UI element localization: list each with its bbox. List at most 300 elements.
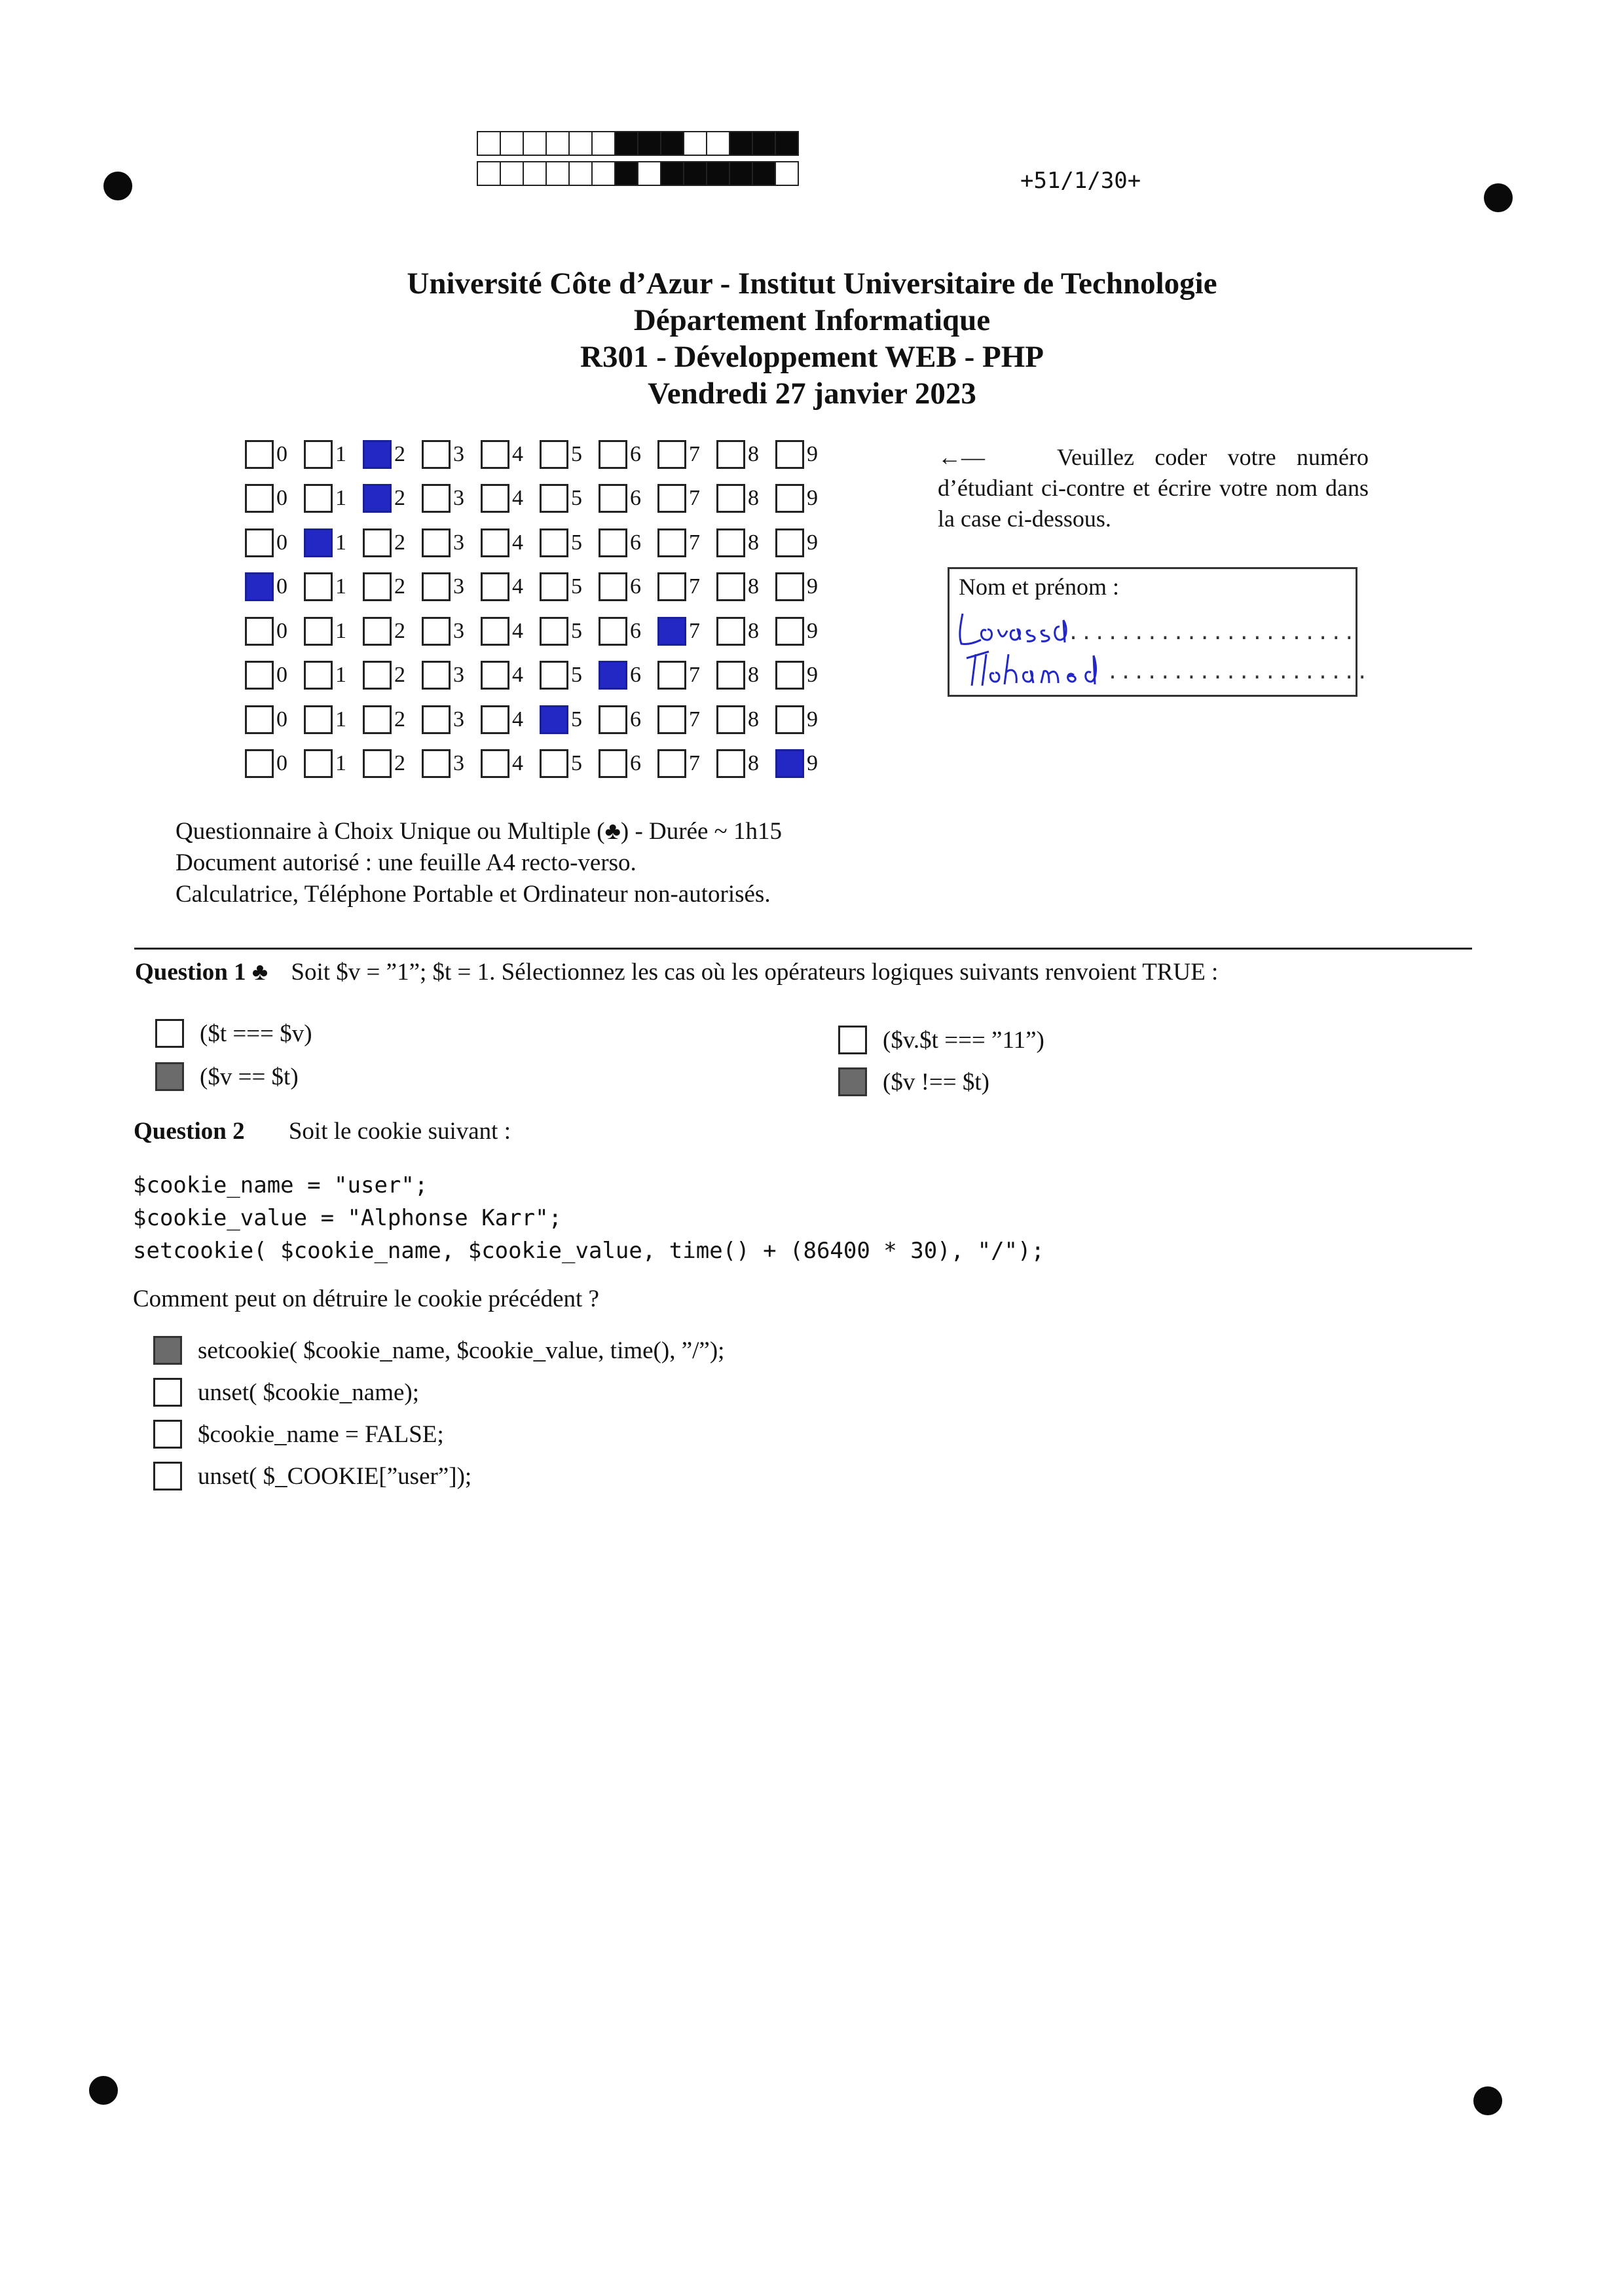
- barcode-cell: [523, 131, 547, 156]
- grid-cell[interactable]: [716, 705, 775, 734]
- digit-checkbox[interactable]: [304, 617, 333, 646]
- q2-option-2-checkbox[interactable]: [153, 1378, 182, 1407]
- digit-label: 5: [571, 618, 582, 643]
- digit-checkbox[interactable]: [716, 440, 745, 469]
- barcode-cell: [775, 161, 799, 186]
- grid-cell[interactable]: [481, 528, 540, 557]
- barcode-cell: [614, 161, 638, 186]
- grid-cell[interactable]: [245, 572, 304, 601]
- grid-cell[interactable]: [245, 617, 304, 646]
- q1-option-4-checkbox[interactable]: [838, 1067, 867, 1096]
- grid-cell[interactable]: [775, 572, 834, 601]
- digit-label: 4: [512, 486, 523, 511]
- section-divider: [134, 948, 1472, 950]
- digit-label: 5: [571, 441, 582, 466]
- digit-checkbox[interactable]: [540, 440, 568, 469]
- grid-cell[interactable]: [775, 440, 834, 469]
- barcode-cell: [683, 161, 707, 186]
- grid-cell[interactable]: [304, 484, 363, 513]
- digit-checkbox[interactable]: [481, 617, 509, 646]
- digit-checkbox[interactable]: [599, 440, 627, 469]
- digit-label: 5: [571, 486, 582, 511]
- digit-checkbox[interactable]: [363, 749, 392, 778]
- digit-checkbox[interactable]: [775, 440, 804, 469]
- digit-label: 8: [748, 530, 759, 555]
- barcode-cell: [523, 161, 547, 186]
- q2-option-2[interactable]: [153, 1378, 419, 1407]
- digit-label: 6: [630, 663, 641, 688]
- grid-cell[interactable]: [422, 661, 481, 690]
- digit-checkbox[interactable]: [540, 484, 568, 513]
- q1-option-1[interactable]: [155, 1019, 312, 1048]
- grid-cell[interactable]: [540, 705, 599, 734]
- digit-checkbox[interactable]: [599, 528, 627, 557]
- grid-cell[interactable]: [599, 705, 657, 734]
- registration-mark-bottom-left: [89, 2076, 118, 2105]
- digit-checkbox[interactable]: [775, 572, 804, 601]
- registration-mark-top-right: [1484, 183, 1513, 212]
- digit-label: 5: [571, 751, 582, 776]
- grid-cell[interactable]: [481, 440, 540, 469]
- digit-label: 5: [571, 530, 582, 555]
- instructions-text: Veuillez coder votre numéro d’étudiant ci-contre et écrire votre nom dans la case ci-dessous.: [938, 444, 1369, 532]
- digit-checkbox[interactable]: [363, 440, 392, 469]
- grid-cell[interactable]: [716, 572, 775, 601]
- grid-cell[interactable]: [304, 572, 363, 601]
- header-department: Département Informatique: [633, 303, 991, 337]
- digit-label: 1: [335, 751, 346, 776]
- digit-checkbox[interactable]: [657, 617, 686, 646]
- digit-label: 7: [689, 618, 700, 643]
- q1-option-4[interactable]: [838, 1067, 989, 1096]
- q1-option-2-text: ($v == $t): [200, 1063, 299, 1090]
- quiz-info: [175, 816, 782, 910]
- digit-checkbox[interactable]: [540, 528, 568, 557]
- q2-option-1[interactable]: [153, 1336, 724, 1365]
- grid-cell[interactable]: [245, 528, 304, 557]
- grid-cell[interactable]: [422, 705, 481, 734]
- grid-cell[interactable]: [481, 617, 540, 646]
- grid-cell[interactable]: [363, 528, 422, 557]
- grid-cell[interactable]: [304, 749, 363, 778]
- grid-row-3: [245, 521, 834, 565]
- grid-cell[interactable]: [775, 528, 834, 557]
- grid-cell[interactable]: [657, 749, 716, 778]
- digit-label: 8: [748, 707, 759, 731]
- digit-checkbox[interactable]: [304, 440, 333, 469]
- grid-cell[interactable]: [245, 749, 304, 778]
- grid-cell[interactable]: [540, 617, 599, 646]
- q1-option-3[interactable]: [838, 1026, 1044, 1054]
- grid-cell[interactable]: [775, 661, 834, 690]
- digit-checkbox[interactable]: [540, 617, 568, 646]
- grid-cell[interactable]: [481, 661, 540, 690]
- barcode-cell: [614, 131, 638, 156]
- digit-checkbox[interactable]: [599, 705, 627, 734]
- grid-cell[interactable]: [245, 484, 304, 513]
- grid-cell[interactable]: [540, 440, 599, 469]
- digit-checkbox[interactable]: [422, 484, 451, 513]
- digit-label: 5: [571, 663, 582, 688]
- digit-label: 0: [276, 574, 287, 599]
- digit-checkbox[interactable]: [481, 661, 509, 690]
- grid-cell[interactable]: [422, 749, 481, 778]
- digit-label: 3: [453, 530, 464, 555]
- digit-checkbox[interactable]: [599, 749, 627, 778]
- digit-checkbox[interactable]: [245, 484, 274, 513]
- digit-checkbox[interactable]: [775, 528, 804, 557]
- question-1-text: Soit $v = ”1”; $t = 1. Sélectionnez les cas où les opérateurs logiques suivants renvoient TRUE :: [291, 959, 1219, 986]
- digit-label: 7: [689, 751, 700, 776]
- digit-checkbox[interactable]: [657, 484, 686, 513]
- grid-cell[interactable]: [245, 705, 304, 734]
- digit-label: 2: [394, 751, 405, 776]
- grid-cell[interactable]: [422, 617, 481, 646]
- grid-row-7: [245, 697, 834, 742]
- grid-cell[interactable]: [657, 617, 716, 646]
- grid-row-1: [245, 432, 834, 477]
- grid-cell[interactable]: [657, 572, 716, 601]
- page-id: +51/1/30+: [1020, 168, 1141, 194]
- digit-label: 9: [807, 486, 818, 511]
- digit-label: 4: [512, 618, 523, 643]
- barcode-row-2: [477, 161, 798, 186]
- digit-label: 1: [335, 707, 346, 731]
- digit-label: 6: [630, 751, 641, 776]
- digit-label: 0: [276, 441, 287, 466]
- digit-checkbox[interactable]: [422, 749, 451, 778]
- grid-cell[interactable]: [599, 749, 657, 778]
- digit-label: 1: [335, 441, 346, 466]
- digit-checkbox[interactable]: [657, 572, 686, 601]
- handwritten-first-name: [963, 641, 1120, 694]
- barcode-cell: [500, 131, 524, 156]
- q2-option-4[interactable]: [153, 1462, 471, 1491]
- grid-cell[interactable]: [363, 617, 422, 646]
- digit-checkbox[interactable]: [304, 572, 333, 601]
- grid-cell[interactable]: [775, 705, 834, 734]
- grid-cell[interactable]: [716, 528, 775, 557]
- digit-checkbox[interactable]: [657, 749, 686, 778]
- digit-label: 5: [571, 707, 582, 731]
- digit-label: 5: [571, 574, 582, 599]
- digit-checkbox[interactable]: [599, 484, 627, 513]
- digit-checkbox[interactable]: [657, 528, 686, 557]
- grid-cell[interactable]: [363, 749, 422, 778]
- grid-cell[interactable]: [363, 661, 422, 690]
- digit-checkbox[interactable]: [716, 572, 745, 601]
- grid-cell[interactable]: [599, 484, 657, 513]
- student-id-instructions: [938, 442, 1369, 534]
- digit-label: 0: [276, 530, 287, 555]
- code-block: [133, 1169, 1044, 1267]
- grid-cell[interactable]: [716, 617, 775, 646]
- barcode-cell: [660, 161, 684, 186]
- digit-label: 7: [689, 663, 700, 688]
- digit-label: 8: [748, 574, 759, 599]
- digit-checkbox[interactable]: [481, 572, 509, 601]
- grid-cell[interactable]: [540, 484, 599, 513]
- name-label: Nom et prénom :: [959, 574, 1119, 600]
- q2-option-2-text: unset( $cookie_name);: [198, 1379, 420, 1406]
- digit-checkbox[interactable]: [775, 484, 804, 513]
- name-box[interactable]: [948, 567, 1370, 697]
- barcode-cell: [477, 161, 501, 186]
- q1-option-2-checkbox[interactable]: [155, 1062, 184, 1091]
- digit-label: 9: [807, 707, 818, 731]
- digit-label: 4: [512, 574, 523, 599]
- grid-cell[interactable]: [304, 705, 363, 734]
- digit-label: 3: [453, 574, 464, 599]
- quiz-format: Questionnaire à Choix Unique ou Multiple (♣) - Durée ~ 1h15: [175, 818, 782, 845]
- digit-checkbox[interactable]: [540, 705, 568, 734]
- barcode-cell: [637, 161, 661, 186]
- digit-label: 7: [689, 530, 700, 555]
- q2-option-4-checkbox[interactable]: [153, 1462, 182, 1491]
- grid-cell[interactable]: [304, 661, 363, 690]
- digit-checkbox[interactable]: [481, 705, 509, 734]
- digit-checkbox[interactable]: [363, 705, 392, 734]
- digit-checkbox[interactable]: [304, 749, 333, 778]
- grid-cell[interactable]: [599, 661, 657, 690]
- digit-checkbox[interactable]: [363, 528, 392, 557]
- digit-checkbox[interactable]: [540, 572, 568, 601]
- digit-label: 9: [807, 663, 818, 688]
- q2-option-4-text: unset( $_COOKIE[”user”]);: [198, 1462, 472, 1490]
- digit-checkbox[interactable]: [775, 705, 804, 734]
- grid-cell[interactable]: [422, 440, 481, 469]
- grid-cell[interactable]: [481, 705, 540, 734]
- barcode-cell: [683, 131, 707, 156]
- digit-checkbox[interactable]: [363, 572, 392, 601]
- grid-cell[interactable]: [716, 749, 775, 778]
- digit-checkbox[interactable]: [481, 749, 509, 778]
- digit-checkbox[interactable]: [599, 572, 627, 601]
- question-2-text: Soit le cookie suivant :: [288, 1118, 511, 1145]
- q2-option-3-checkbox[interactable]: [153, 1420, 182, 1449]
- grid-cell[interactable]: [599, 617, 657, 646]
- digit-label: 3: [453, 486, 464, 511]
- digit-checkbox[interactable]: [481, 440, 509, 469]
- grid-cell[interactable]: [775, 484, 834, 513]
- grid-cell[interactable]: [422, 484, 481, 513]
- barcode-cell: [706, 131, 730, 156]
- grid-cell[interactable]: [481, 484, 540, 513]
- barcode-cell: [637, 131, 661, 156]
- digit-checkbox[interactable]: [245, 705, 274, 734]
- digit-checkbox[interactable]: [716, 661, 745, 690]
- grid-cell[interactable]: [657, 661, 716, 690]
- q1-option-1-text: ($t === $v): [200, 1020, 312, 1047]
- digit-checkbox[interactable]: [775, 617, 804, 646]
- grid-cell[interactable]: [245, 661, 304, 690]
- digit-label: 3: [453, 441, 464, 466]
- grid-cell[interactable]: [599, 440, 657, 469]
- grid-cell[interactable]: [304, 440, 363, 469]
- grid-cell[interactable]: [540, 572, 599, 601]
- question-2-heading: [134, 1117, 511, 1145]
- digit-checkbox[interactable]: [363, 661, 392, 690]
- grid-cell[interactable]: [540, 661, 599, 690]
- digit-checkbox[interactable]: [775, 661, 804, 690]
- grid-cell[interactable]: [657, 440, 716, 469]
- digit-label: 4: [512, 441, 523, 466]
- digit-checkbox[interactable]: [363, 617, 392, 646]
- grid-row-5: [245, 609, 834, 654]
- digit-checkbox[interactable]: [304, 705, 333, 734]
- digit-checkbox[interactable]: [422, 528, 451, 557]
- digit-label: 4: [512, 707, 523, 731]
- digit-checkbox[interactable]: [363, 484, 392, 513]
- digit-checkbox[interactable]: [599, 661, 627, 690]
- grid-cell[interactable]: [657, 528, 716, 557]
- digit-label: 7: [689, 574, 700, 599]
- digit-checkbox[interactable]: [245, 572, 274, 601]
- code-line-3: setcookie( $cookie_name, $cookie_value, time() + (86400 * 30), "/");: [133, 1238, 1044, 1264]
- grid-row-4: [245, 565, 834, 610]
- grid-cell[interactable]: [245, 440, 304, 469]
- grid-cell[interactable]: [481, 749, 540, 778]
- digit-checkbox[interactable]: [422, 661, 451, 690]
- digit-label: 0: [276, 663, 287, 688]
- grid-cell[interactable]: [363, 484, 422, 513]
- grid-cell[interactable]: [363, 440, 422, 469]
- digit-checkbox[interactable]: [304, 484, 333, 513]
- digit-label: 8: [748, 486, 759, 511]
- code-line-2: $cookie_value = "Alphonse Karr";: [133, 1205, 563, 1231]
- grid-cell[interactable]: [540, 528, 599, 557]
- arrow-left-icon: ←—: [938, 444, 985, 470]
- digit-label: 1: [335, 574, 346, 599]
- digit-checkbox[interactable]: [422, 705, 451, 734]
- barcode-cell: [729, 131, 753, 156]
- grid-cell[interactable]: [363, 572, 422, 601]
- digit-checkbox[interactable]: [304, 661, 333, 690]
- question-1-label: Question 1: [135, 959, 246, 986]
- barcode-cell: [752, 161, 776, 186]
- digit-label: 9: [807, 441, 818, 466]
- grid-cell[interactable]: [540, 749, 599, 778]
- q1-option-3-text: ($v.$t === ”11”): [883, 1026, 1044, 1054]
- digit-checkbox[interactable]: [304, 528, 333, 557]
- digit-label: 2: [394, 530, 405, 555]
- grid-cell[interactable]: [304, 617, 363, 646]
- grid-row-6: [245, 654, 834, 698]
- digit-checkbox[interactable]: [481, 484, 509, 513]
- digit-label: 6: [630, 707, 641, 731]
- registration-mark-bottom-right: [1473, 2086, 1502, 2115]
- student-number-grid: [245, 432, 834, 786]
- q2-option-3[interactable]: [153, 1420, 444, 1449]
- digit-checkbox[interactable]: [245, 749, 274, 778]
- barcode-cell: [545, 161, 570, 186]
- grid-cell[interactable]: [775, 617, 834, 646]
- digit-checkbox[interactable]: [540, 661, 568, 690]
- digit-checkbox[interactable]: [775, 749, 804, 778]
- digit-label: 1: [335, 530, 346, 555]
- q1-option-2[interactable]: [155, 1062, 299, 1091]
- digit-checkbox[interactable]: [422, 617, 451, 646]
- digit-checkbox[interactable]: [540, 749, 568, 778]
- barcode-cell: [568, 131, 593, 156]
- digit-checkbox[interactable]: [716, 705, 745, 734]
- grid-cell[interactable]: [422, 528, 481, 557]
- digit-label: 2: [394, 663, 405, 688]
- digit-checkbox[interactable]: [716, 617, 745, 646]
- grid-cell[interactable]: [657, 705, 716, 734]
- digit-checkbox[interactable]: [716, 528, 745, 557]
- digit-checkbox[interactable]: [657, 440, 686, 469]
- digit-checkbox[interactable]: [657, 661, 686, 690]
- grid-cell[interactable]: [599, 572, 657, 601]
- grid-cell[interactable]: [657, 484, 716, 513]
- digit-label: 3: [453, 707, 464, 731]
- digit-label: 6: [630, 441, 641, 466]
- digit-label: 6: [630, 574, 641, 599]
- q1-option-1-checkbox[interactable]: [155, 1019, 184, 1048]
- digit-checkbox[interactable]: [599, 617, 627, 646]
- grid-row-2: [245, 477, 834, 521]
- digit-checkbox[interactable]: [245, 617, 274, 646]
- digit-checkbox[interactable]: [245, 661, 274, 690]
- q2-option-1-checkbox[interactable]: [153, 1336, 182, 1365]
- grid-cell[interactable]: [716, 661, 775, 690]
- barcode-cell: [706, 161, 730, 186]
- grid-cell[interactable]: [422, 572, 481, 601]
- digit-checkbox[interactable]: [716, 484, 745, 513]
- digit-label: 0: [276, 486, 287, 511]
- q1-option-4-text: ($v !== $t): [883, 1068, 989, 1096]
- digit-label: 7: [689, 486, 700, 511]
- digit-checkbox[interactable]: [481, 528, 509, 557]
- barcode-cell: [591, 131, 616, 156]
- barcode-cell: [568, 161, 593, 186]
- digit-label: 0: [276, 618, 287, 643]
- digit-label: 2: [394, 486, 405, 511]
- barcode-cell: [591, 161, 616, 186]
- digit-checkbox[interactable]: [657, 705, 686, 734]
- barcode-row-1: [477, 131, 798, 156]
- barcode-cell: [775, 131, 799, 156]
- q2-option-1-text: setcookie( $cookie_name, $cookie_value, time(), ”/”);: [198, 1337, 725, 1364]
- header-university: Université Côte d’Azur - Institut Universitaire de Technologie: [407, 267, 1217, 301]
- digit-label: 3: [453, 751, 464, 776]
- grid-cell[interactable]: [304, 528, 363, 557]
- digit-label: 0: [276, 751, 287, 776]
- grid-cell[interactable]: [481, 572, 540, 601]
- digit-label: 2: [394, 574, 405, 599]
- digit-label: 9: [807, 751, 818, 776]
- grid-cell[interactable]: [716, 484, 775, 513]
- q1-option-3-checkbox[interactable]: [838, 1026, 867, 1054]
- digit-checkbox[interactable]: [422, 440, 451, 469]
- digit-checkbox[interactable]: [422, 572, 451, 601]
- grid-cell[interactable]: [716, 440, 775, 469]
- digit-checkbox[interactable]: [716, 749, 745, 778]
- digit-label: 2: [394, 441, 405, 466]
- digit-label: 7: [689, 441, 700, 466]
- grid-cell[interactable]: [775, 749, 834, 778]
- barcode-cell: [752, 131, 776, 156]
- digit-checkbox[interactable]: [245, 528, 274, 557]
- grid-cell[interactable]: [599, 528, 657, 557]
- quiz-documents: Document autorisé : une feuille A4 recto-verso.: [175, 849, 637, 876]
- grid-cell[interactable]: [363, 705, 422, 734]
- digit-label: 8: [748, 751, 759, 776]
- digit-checkbox[interactable]: [245, 440, 274, 469]
- q2-option-3-text: $cookie_name = FALSE;: [198, 1420, 444, 1448]
- question-2-label: Question 2: [134, 1118, 245, 1145]
